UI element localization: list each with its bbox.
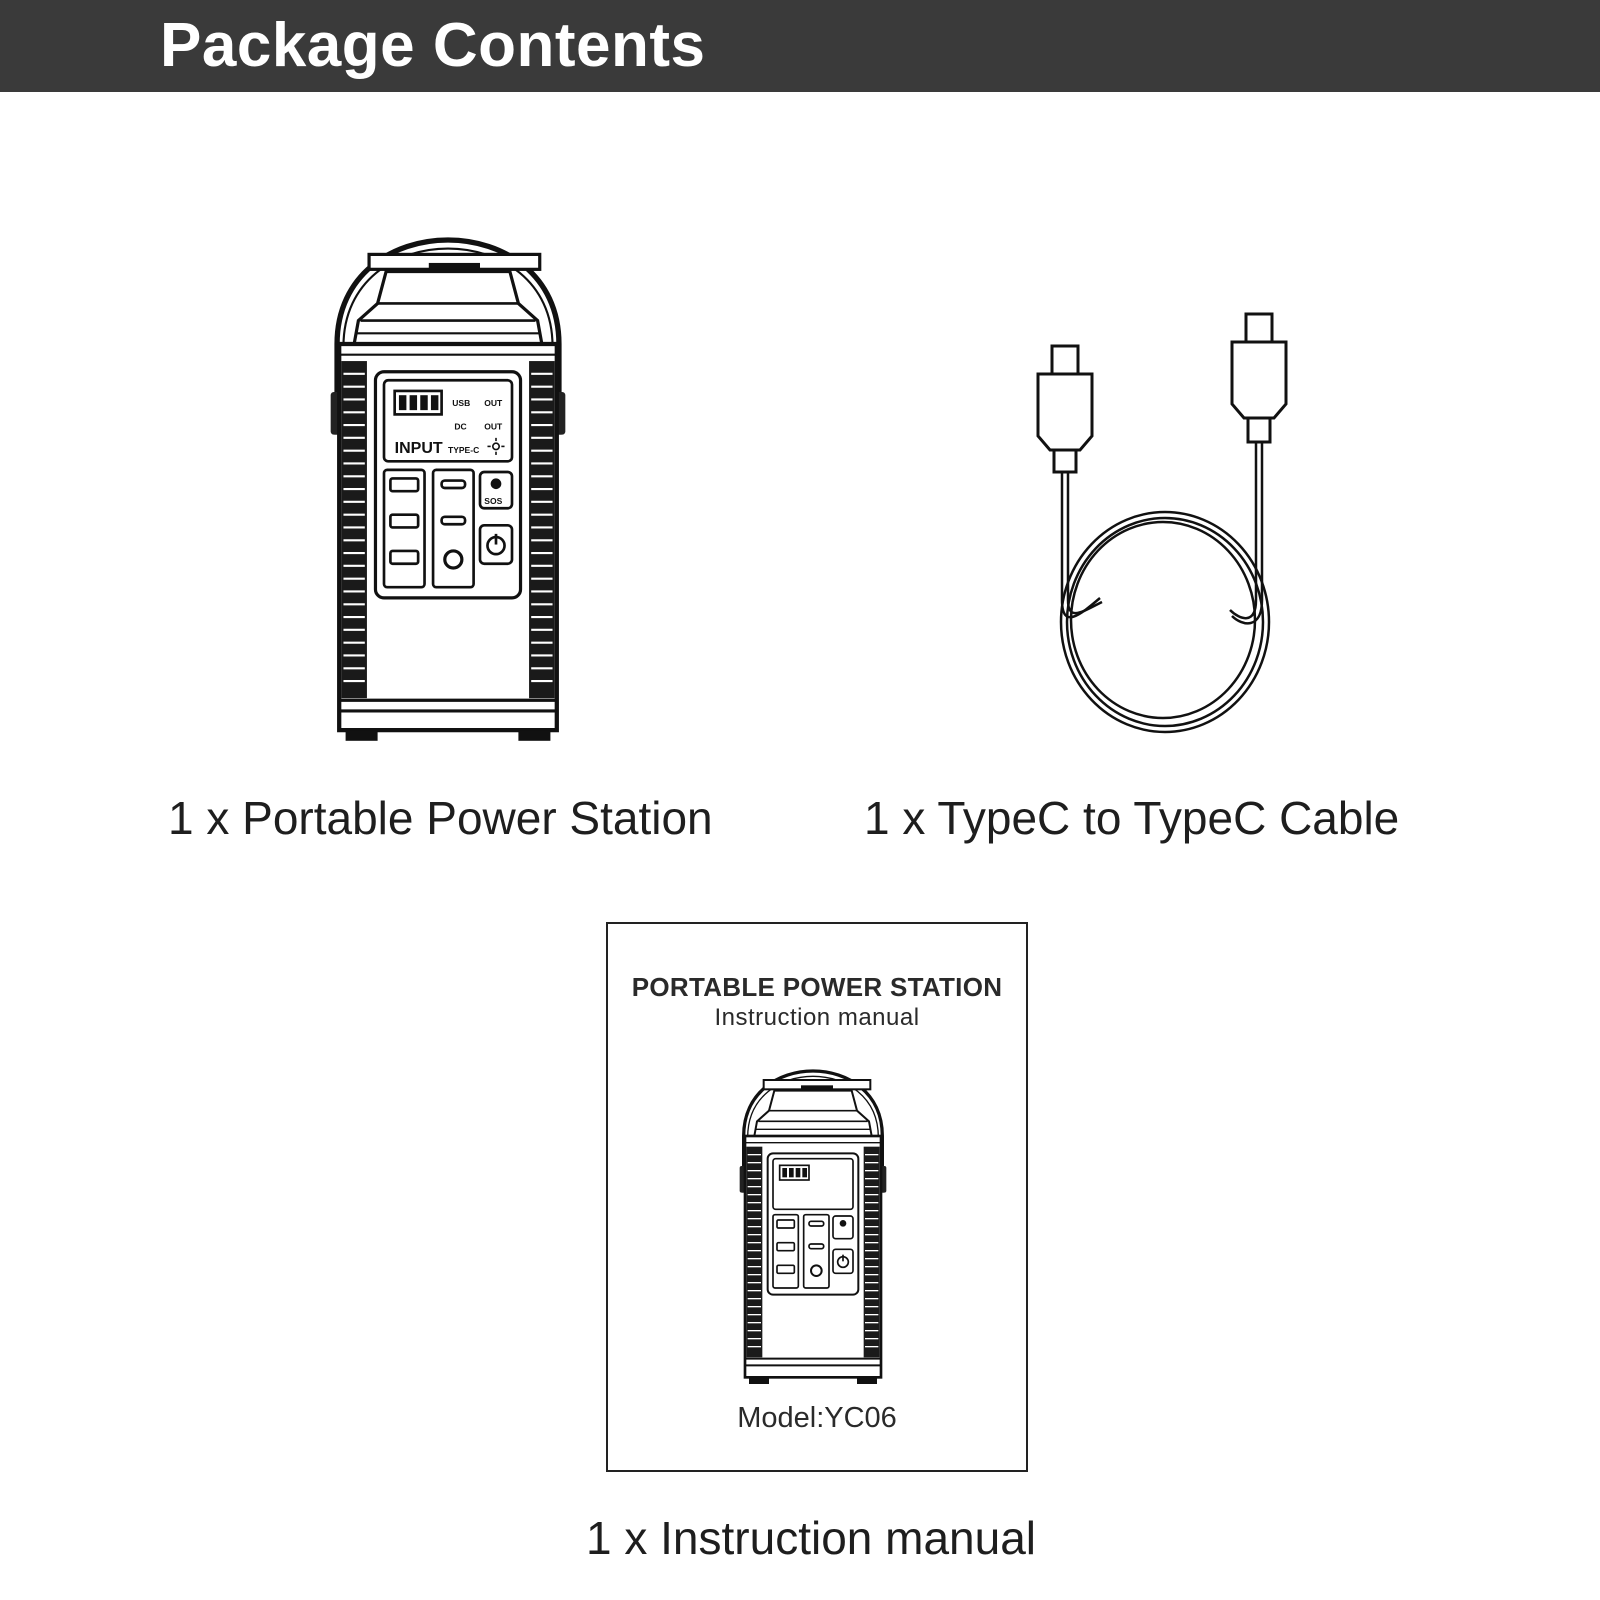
power-station-icon: [328, 184, 568, 744]
manual-cover-title: PORTABLE POWER STATION: [631, 972, 1003, 1002]
header-bar: [0, 0, 1600, 92]
page-title: Package Contents: [160, 11, 706, 80]
panel-type-c-label: TYPE-C: [448, 444, 480, 455]
panel-input-label: INPUT: [394, 439, 443, 457]
panel-sos-label: SOS: [484, 496, 503, 506]
manual-cover-model: Model:YC06: [737, 1402, 897, 1434]
panel-dc-out-label: OUT: [484, 421, 503, 432]
manual-cover-subtitle: Instruction manual: [714, 1004, 920, 1031]
panel-usb-label: USB: [452, 397, 471, 408]
panel-usb-out-label: OUT: [484, 397, 503, 408]
manual-power-station-icon: [738, 1036, 888, 1386]
item-caption-cable: 1 x TypeC to TypeC Cable: [864, 792, 1400, 844]
panel-dc-label: DC: [454, 421, 467, 432]
item-caption-manual: 1 x Instruction manual: [586, 1512, 1037, 1564]
usb-c-cable-icon: [1020, 300, 1320, 750]
item-caption-power-station: 1 x Portable Power Station: [168, 792, 713, 844]
instruction-manual-icon: [606, 922, 1028, 1472]
